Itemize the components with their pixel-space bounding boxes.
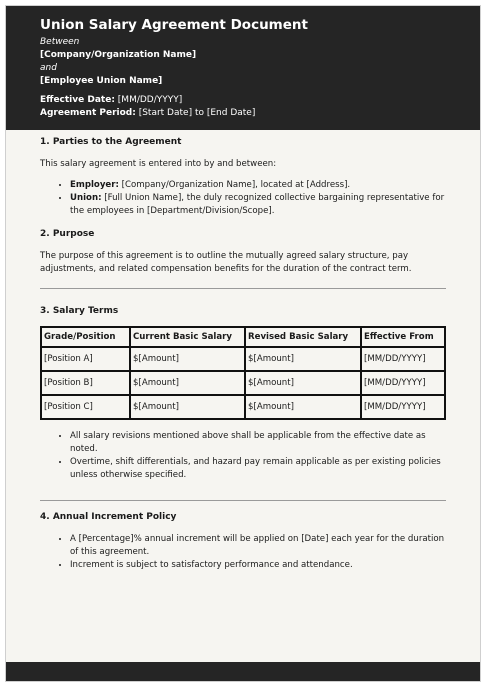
document-title: Union Salary Agreement Document bbox=[40, 17, 308, 33]
agreement-period-line bbox=[40, 107, 480, 120]
salary-table bbox=[40, 326, 446, 420]
employer-text: [Company/Organization Name], located at [Address]. bbox=[121, 180, 351, 190]
list-item bbox=[70, 192, 446, 218]
column-header: Current Basic Salary bbox=[130, 327, 245, 347]
between-text: Between bbox=[40, 37, 80, 47]
effective-date-value: [MM/DD/YYYY] bbox=[117, 95, 183, 105]
table-cell: $[Amount] bbox=[245, 371, 361, 395]
list-item: • Overtime, shift differentials, and hazard pay remain applicable as per existing policies unless otherwise specified. bbox=[70, 456, 446, 482]
table-row bbox=[41, 347, 445, 371]
table-cell: $[Amount] bbox=[130, 347, 245, 371]
list-item bbox=[70, 179, 446, 192]
table-cell: [Position B] bbox=[41, 371, 130, 395]
table-cell: [MM/DD/YYYY] bbox=[361, 347, 445, 371]
document-body bbox=[6, 130, 480, 572]
effective-date-line bbox=[40, 94, 480, 107]
table-cell: [MM/DD/YYYY] bbox=[361, 395, 445, 419]
table-cell: [MM/DD/YYYY] bbox=[361, 371, 445, 395]
column-header: Grade/Position bbox=[41, 327, 130, 347]
table-cell: $[Amount] bbox=[245, 395, 361, 419]
effective-date-label: Effective Date: bbox=[40, 95, 115, 105]
list-item: • A [Percentage]% annual increment will be applied on [Date] each year for the duration of this agreement. bbox=[70, 533, 446, 559]
document-header bbox=[6, 6, 480, 130]
list-item: • All salary revisions mentioned above shall be applicable from the effective date as noted. bbox=[70, 430, 446, 456]
column-header: Effective From bbox=[361, 327, 445, 347]
table-header-row bbox=[41, 327, 445, 347]
document-footer-bar bbox=[6, 662, 480, 681]
list-item: • Increment is subject to satisfactory performance and attendance. bbox=[70, 559, 446, 572]
section-1-title: 1. Parties to the Agreement bbox=[40, 137, 182, 147]
union-label: Union: bbox=[70, 193, 102, 203]
table-cell: [Position A] bbox=[41, 347, 130, 371]
table-row bbox=[41, 371, 445, 395]
union-text: [Full Union Name], the duly recognized collective bargaining representative for the employees in [Department/Division/Scope]. bbox=[70, 193, 445, 216]
table-cell: [Position C] bbox=[41, 395, 130, 419]
agreement-period-value: [Start Date] to [End Date] bbox=[138, 108, 256, 118]
section-3-title: 3. Salary Terms bbox=[40, 306, 119, 316]
section-2-title: 2. Purpose bbox=[40, 229, 95, 239]
salary-notes-list bbox=[40, 430, 446, 482]
document-page bbox=[5, 5, 481, 682]
section-1-intro: This salary agreement is entered into by and between: bbox=[40, 159, 277, 169]
table-row bbox=[41, 395, 445, 419]
table-cell: $[Amount] bbox=[130, 371, 245, 395]
agreement-period-label: Agreement Period: bbox=[40, 108, 136, 118]
parties-list bbox=[40, 179, 446, 218]
company-name-placeholder: [Company/Organization Name] bbox=[40, 50, 197, 60]
increment-policy-list bbox=[40, 533, 446, 572]
table-cell: $[Amount] bbox=[245, 347, 361, 371]
section-4-title: 4. Annual Increment Policy bbox=[40, 512, 177, 522]
and-text: and bbox=[40, 63, 57, 73]
table-cell: $[Amount] bbox=[130, 395, 245, 419]
column-header: Revised Basic Salary bbox=[245, 327, 361, 347]
section-2-text: The purpose of this agreement is to outline the mutually agreed salary structure, pay adjustments, and related compensation benefits for the duration of the contract term. bbox=[40, 251, 412, 274]
union-name-placeholder: [Employee Union Name] bbox=[40, 76, 163, 86]
employer-label: Employer: bbox=[70, 180, 119, 190]
